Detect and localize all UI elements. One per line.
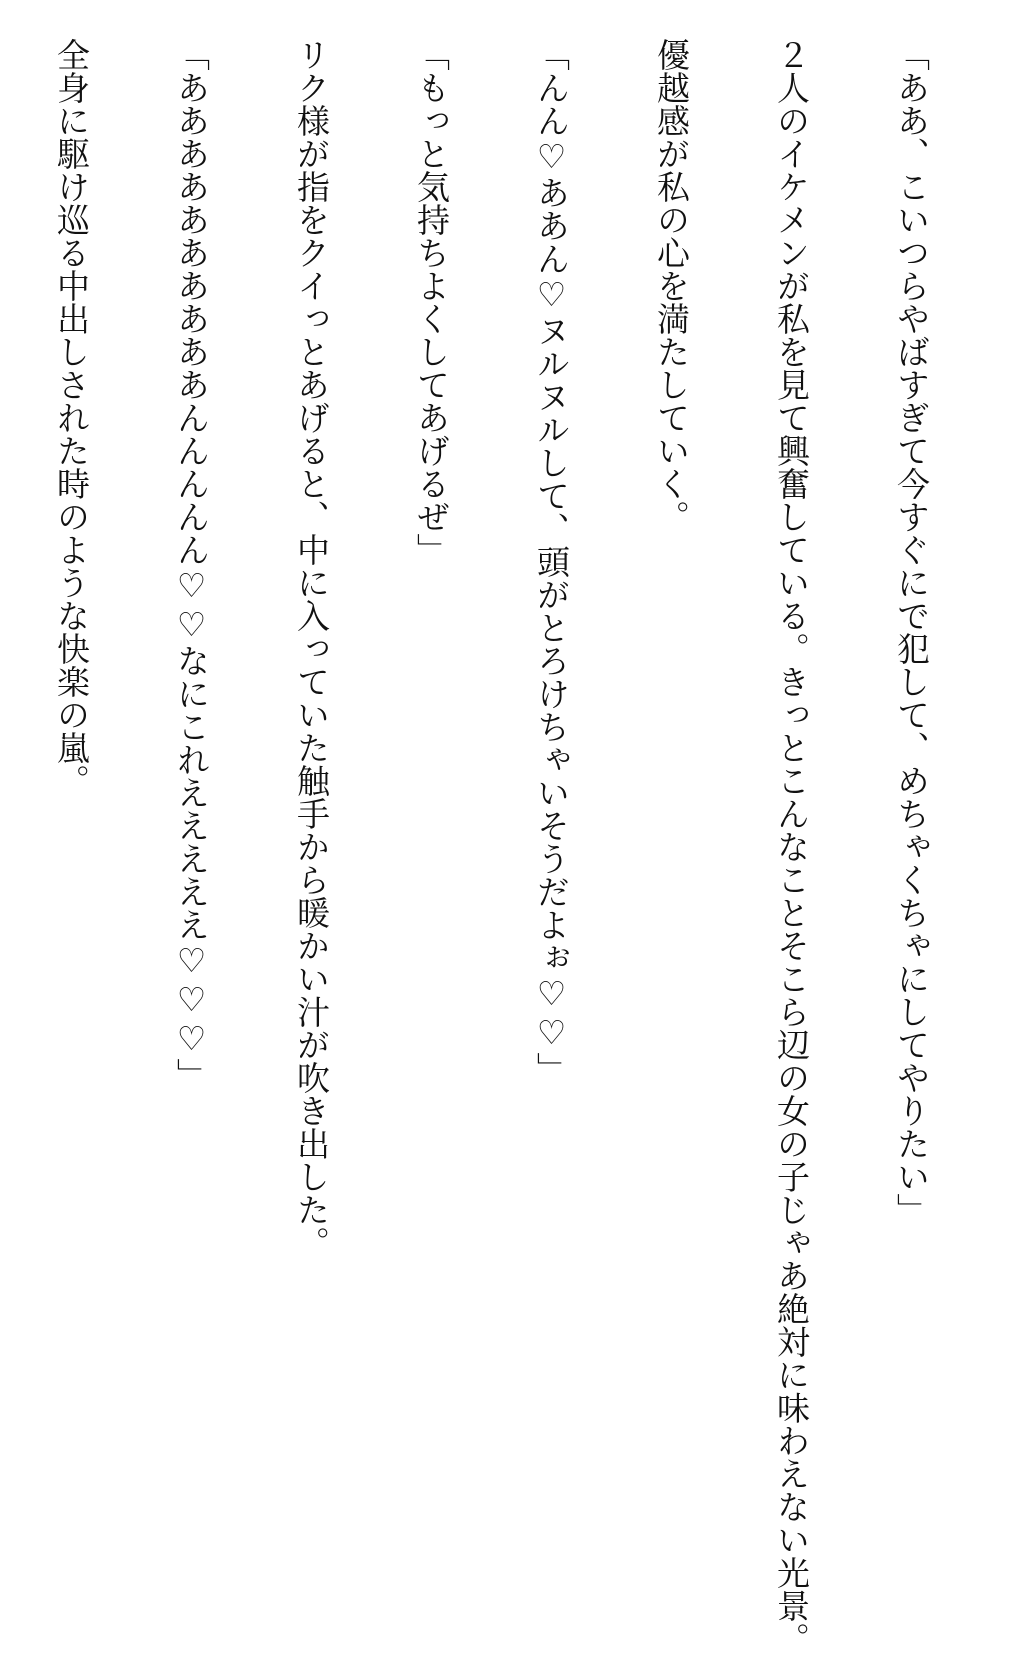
text-line: 優越感が私の心を満たしていく。 (652, 38, 691, 533)
vertical-text-body (0, 38, 931, 1655)
text-line: 全身に駆け巡る中出しされた時のような快楽の嵐。 (52, 38, 91, 797)
text-line: 「ああ、こいつらやばすぎて今すぐにで犯して、めちゃくちゃにしてやりたい」 (892, 38, 931, 1226)
text-line: 「もっと気持ちよくしてあげるぜ」 (412, 38, 451, 566)
text-line: ２人のイケメンが私を見て興奮している。きっとこんなことそこら辺の女の子じゃあ絶対に味わえない光景。 (772, 38, 811, 1655)
text-line: リク様が指をクイっとあげると、中に入っていた触手から暖かい汁が吹き出した。 (292, 38, 331, 1259)
text-line: 「ああああああああああんんんんん♡♡なにこれえええええ♡♡♡」 (172, 38, 211, 1091)
text-line: 「んん♡ああん♡ヌルヌルして、頭がとろけちゃいそうだよぉ♡♡」 (532, 38, 571, 1085)
